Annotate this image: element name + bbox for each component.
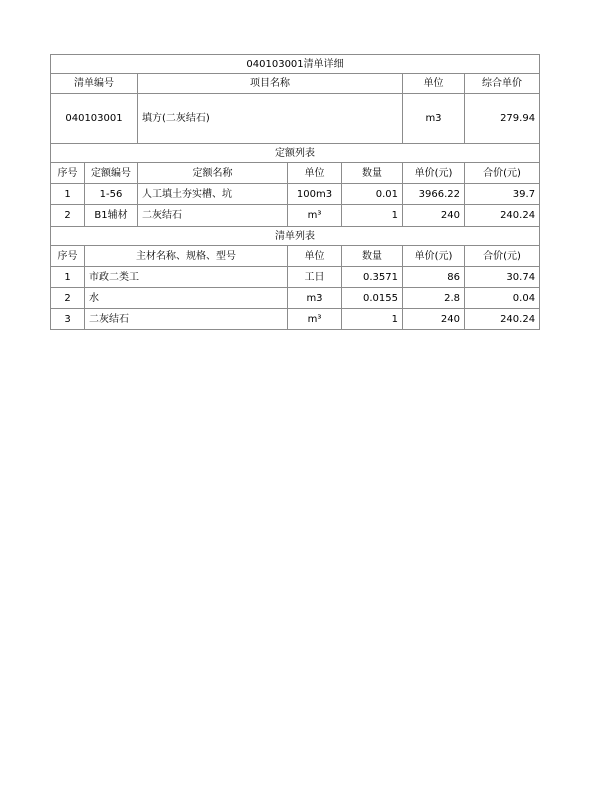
list-row	[51, 267, 540, 288]
list-header-row	[51, 246, 540, 267]
quota-row-code: 1-56	[85, 184, 138, 205]
item-name: 填方(二灰结石)	[138, 94, 403, 144]
list-row-unit: m³	[288, 309, 342, 330]
item-unit: m3	[403, 94, 465, 144]
quota-row-unit-price: 240	[403, 205, 465, 227]
quota-header-seq: 序号	[51, 163, 85, 184]
list-row-quantity: 0.0155	[342, 288, 403, 309]
list-header-seq: 序号	[51, 246, 85, 267]
header-project-name: 项目名称	[138, 74, 403, 94]
quota-row-quantity: 0.01	[342, 184, 403, 205]
quota-row-seq: 1	[51, 184, 85, 205]
list-section-title-row	[51, 227, 540, 246]
quota-header-unit: 单位	[288, 163, 342, 184]
list-row-seq: 3	[51, 309, 85, 330]
quota-section-title-row	[51, 144, 540, 163]
quota-header-unit-price: 单价(元)	[403, 163, 465, 184]
list-row	[51, 288, 540, 309]
quota-row-unit: m³	[288, 205, 342, 227]
list-header-material-name: 主材名称、规格、型号	[85, 246, 288, 267]
list-row-material-name: 二灰结石	[85, 309, 288, 330]
list-header-total-price: 合价(元)	[465, 246, 540, 267]
list-section-title: 清单列表	[51, 227, 540, 246]
list-row-total-price: 240.24	[465, 309, 540, 330]
list-row-quantity: 0.3571	[342, 267, 403, 288]
list-row-seq: 2	[51, 288, 85, 309]
item-header-row	[51, 74, 540, 94]
list-row-unit: 工日	[288, 267, 342, 288]
header-composite-price: 综合单价	[465, 74, 540, 94]
quota-row-quantity: 1	[342, 205, 403, 227]
list-row-total-price: 30.74	[465, 267, 540, 288]
quota-row	[51, 184, 540, 205]
list-row-unit: m3	[288, 288, 342, 309]
list-row-unit-price: 2.8	[403, 288, 465, 309]
table-title: 040103001清单详细	[51, 55, 540, 74]
quota-row-seq: 2	[51, 205, 85, 227]
header-unit: 单位	[403, 74, 465, 94]
list-row-total-price: 0.04	[465, 288, 540, 309]
list-row	[51, 309, 540, 330]
quota-header-name: 定额名称	[138, 163, 288, 184]
quota-section-title: 定额列表	[51, 144, 540, 163]
quota-row-total-price: 240.24	[465, 205, 540, 227]
list-row-material-name: 市政二类工	[85, 267, 288, 288]
list-header-unit: 单位	[288, 246, 342, 267]
quota-header-total-price: 合价(元)	[465, 163, 540, 184]
quota-row-total-price: 39.7	[465, 184, 540, 205]
quota-header-row	[51, 163, 540, 184]
list-row-unit-price: 240	[403, 309, 465, 330]
table-title-row	[51, 55, 540, 74]
list-row-seq: 1	[51, 267, 85, 288]
item-row	[51, 94, 540, 144]
item-code: 040103001	[51, 94, 138, 144]
list-row-quantity: 1	[342, 309, 403, 330]
quota-row-unit-price: 3966.22	[403, 184, 465, 205]
quota-row-name: 人工填土夯实槽、坑	[138, 184, 288, 205]
detail-table	[50, 54, 540, 330]
list-header-quantity: 数量	[342, 246, 403, 267]
item-composite-price: 279.94	[465, 94, 540, 144]
list-header-unit-price: 单价(元)	[403, 246, 465, 267]
header-list-code: 清单编号	[51, 74, 138, 94]
quota-row-unit: 100m3	[288, 184, 342, 205]
quota-row-name: 二灰结石	[138, 205, 288, 227]
quota-header-quantity: 数量	[342, 163, 403, 184]
quota-row-code: B1辅材	[85, 205, 138, 227]
list-row-material-name: 水	[85, 288, 288, 309]
quota-row	[51, 205, 540, 227]
list-row-unit-price: 86	[403, 267, 465, 288]
quota-header-code: 定额编号	[85, 163, 138, 184]
